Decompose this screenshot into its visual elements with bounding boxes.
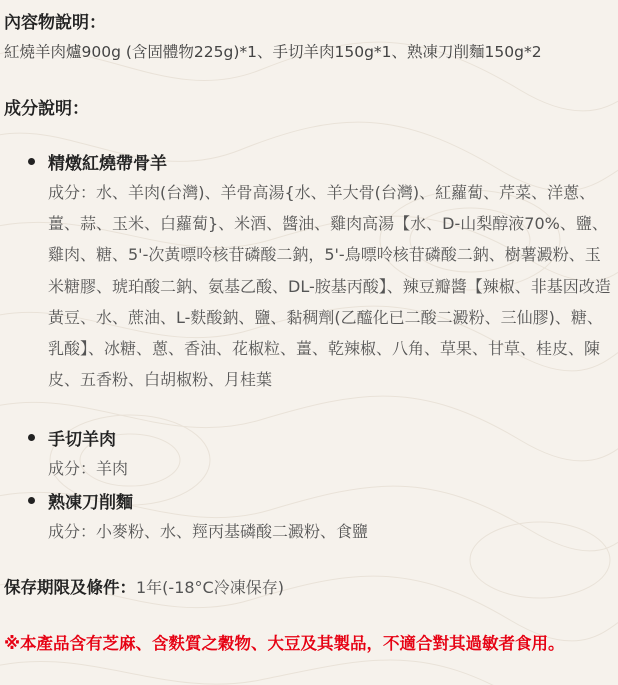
- contents-title: 內容物說明：: [4, 13, 106, 33]
- storage-label: 保存期限及條件：: [4, 578, 136, 597]
- ingredient-detail: 成分：水、羊肉(台灣)、羊骨高湯{水、羊大骨(台灣)、紅蘿蔔、芹菜、洋蔥、薑、蒜、玉米、白蘿蔔}、米酒、醬油、雞肉高湯【水、D-山梨醇液70%、鹽、雞肉、糖、5'-次黃嘌呤核苷磷酸二鈉，5'-鳥嘌呤核苷磷酸二鈉、樹薯澱粉、玉米糖膠、琥珀酸二鈉、氨基乙酸、DL-胺基丙酸】、辣豆瓣醬【辣椒、非基因改造黃豆、水、蔗油、L-麩酸鈉、鹽、黏稠劑(乙醯化已二酸二澱粉、三仙膠)、糖、乳酸】、冰糖、蔥、香油、花椒粒、薑、乾辣椒、八角、草果、甘草、桂皮、陳皮、五香粉、白胡椒粉、月桂葉: [48, 183, 611, 390]
- ingredient-name: 精燉紅燒帶骨羊: [48, 153, 167, 174]
- bullet-icon: [28, 158, 35, 165]
- ingredient-detail: 成分：小麥粉、水、羥丙基磷酸二澱粉、食鹽: [48, 522, 369, 541]
- ingredient-item: [28, 148, 612, 395]
- storage-value: 1年(-18°C冷凍保存): [136, 578, 284, 597]
- ingredient-name: 熟凍刀削麵: [48, 492, 133, 513]
- allergen-warning: ※本產品含有芝麻、含麩質之穀物、大豆及其製品，不適合對其過敏者食用。: [4, 634, 565, 653]
- ingredients-title: 成分說明：: [4, 99, 89, 119]
- ingredient-item: [28, 424, 612, 484]
- contents-text: 紅燒羊肉爐900g (含固體物225g)*1、手切羊肉150g*1、熟凍刀削麵150g*2: [4, 43, 542, 61]
- ingredient-name: 手切羊肉: [48, 429, 116, 450]
- bullet-icon: [28, 497, 35, 504]
- storage-info: [4, 574, 284, 598]
- ingredient-item: [28, 487, 612, 547]
- bullet-icon: [28, 434, 35, 441]
- ingredient-detail: 成分：羊肉: [48, 459, 129, 478]
